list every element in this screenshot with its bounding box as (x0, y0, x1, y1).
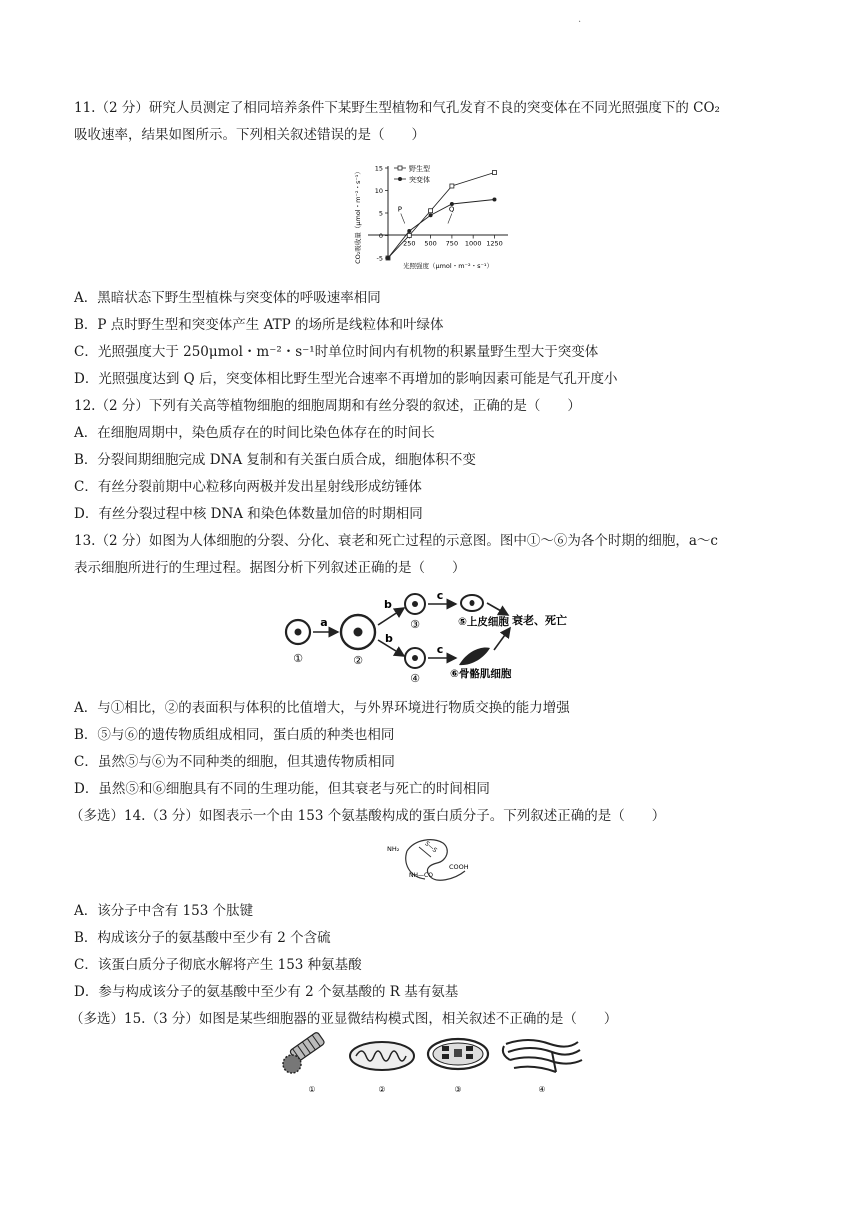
q13-option-b: B．⑤与⑥的遗传物质组成相同，蛋白质的种类也相同 (74, 727, 395, 743)
legend-label-mutant: 突变体 (409, 176, 430, 184)
chart-x-label: 光照强度（μmol・m⁻²・s⁻¹） (402, 262, 494, 270)
q15-organelle-diagram (270, 1032, 590, 1096)
organelle-1-label: ① (308, 1085, 316, 1094)
q13-option-a: A．与①相比，②的表面积与体积的比值增大，与外界环境进行物质交换的能力增强 (74, 700, 570, 716)
cell-3 (405, 594, 425, 614)
annotation-pointer (448, 214, 452, 224)
annotation-label: P (397, 205, 403, 214)
organelle-2-label: ② (378, 1085, 386, 1094)
q11-option-b: B．P 点时野生型和突变体产生 ATP 的场所是线粒体和叶绿体 (74, 317, 444, 333)
peptide-bond-label: NH—CO (409, 872, 433, 879)
q14-option-b: B．构成该分子的氨基酸中至少有 2 个含硫 (74, 930, 331, 946)
cell-5-label: ⑤上皮细胞 (458, 616, 509, 628)
nh2-label: NH₂ (387, 845, 400, 853)
cell-6-label: ⑥骨骼肌细胞 (450, 668, 512, 680)
annotation-pointer (401, 214, 405, 224)
x-tick-label: 750 (445, 239, 459, 248)
organelle-2-mitochondrion (350, 1042, 414, 1070)
q12-option-b: B．分裂间期细胞完成 DNA 复制和有关蛋白质合成，细胞体积不变 (74, 452, 476, 468)
cell-4-label: ④ (410, 672, 420, 685)
organelle-3-chloroplast (428, 1039, 488, 1069)
process-b-upper-label: b (384, 598, 392, 611)
legend-label-wild: 野生型 (409, 165, 430, 173)
end-label: 衰老、死亡 (512, 614, 567, 627)
organelle-4-label: ④ (538, 1085, 546, 1094)
x-tick-label: 1000 (464, 239, 482, 248)
cell-1 (286, 620, 310, 644)
process-b-lower-label: b (385, 632, 393, 645)
x-tick-label: 500 (424, 239, 437, 248)
q13-stem-line-1: 13.（2 分）如图为人体细胞的分裂、分化、衰老和死亡过程的示意图。图中①～⑥为各个时期的细胞，a～c (74, 533, 718, 549)
data-point-wild (492, 171, 496, 175)
cell-1-label: ① (293, 652, 303, 665)
process-c-upper-label: c (436, 589, 444, 602)
q11-option-c: C．光照强度大于 250μmol・m⁻²・s⁻¹时单位时间内有机物的积累量野生型大于突变体 (74, 344, 599, 360)
q13-stem-line-2: 表示细胞所进行的生理过程。据图分析下列叙述正确的是（ ） (74, 560, 466, 576)
chart-y-label: CO₂吸收量（μmol・m⁻²・s⁻¹） (354, 168, 362, 264)
y-tick-label: 5 (378, 209, 383, 218)
cell-3-label: ③ (410, 618, 420, 631)
chart-legend (394, 164, 430, 184)
q11-option-d: D．光照强度达到 Q 后，突变体相比野生型光合速率不再增加的影响因素可能是气孔开度小 (74, 371, 618, 387)
q12-option-a: A．在细胞周期中，染色质存在的时间比染色体存在的时间长 (74, 425, 435, 441)
q14-stem: （多选）14.（3 分）如图表示一个由 153 个氨基酸构成的蛋白质分子。下列叙述正确的是（ ） (70, 808, 666, 824)
data-point-wild (407, 234, 411, 238)
cooh-label: COOH (449, 863, 469, 871)
cell-2-label: ② (353, 654, 363, 667)
header-mark: . (578, 14, 582, 25)
cell-5-epithelial (461, 595, 483, 611)
process-a-label: a (320, 616, 328, 629)
cell-2 (341, 615, 375, 649)
organelle-4-endoplasmic-reticulum (503, 1040, 582, 1072)
data-point-mutant (429, 213, 433, 217)
q14-option-c: C．该蛋白质分子彻底水解将产生 153 种氨基酸 (74, 957, 362, 973)
series-line-1 (388, 200, 494, 259)
q11-chart (348, 158, 518, 278)
organelle-1-centriole (283, 1032, 325, 1073)
y-tick-label: 0 (378, 232, 383, 240)
q11-option-a: A．黑暗状态下野生型植株与突变体的呼吸速率相同 (74, 290, 381, 306)
x-tick-label: 250 (403, 239, 416, 248)
y-tick-label: 15 (374, 164, 383, 173)
y-tick-label: -5 (376, 254, 383, 263)
q15-stem: （多选）15.（3 分）如图是某些细胞器的亚显微结构模式图，相关叙述不正确的是（ ） (70, 1011, 618, 1027)
q11-stem-line-2: 吸收速率，结果如图所示。下列相关叙述错误的是（ ） (74, 127, 425, 143)
q14-option-d: D．参与构成该分子的氨基酸中至少有 2 个氨基酸的 R 基有氨基 (74, 984, 459, 1000)
q14-protein-diagram (385, 833, 481, 895)
process-c-lower-label: c (436, 643, 444, 656)
q13-option-d: D．虽然⑤和⑥细胞具有不同的生理功能，但其衰老与死亡的时间相同 (74, 781, 490, 797)
legend-marker-mutant (398, 177, 402, 181)
cell-4 (405, 648, 425, 668)
cell-6-muscle (459, 648, 490, 666)
y-tick-label: 10 (374, 187, 383, 195)
q13-cell-diagram (282, 588, 582, 686)
q12-option-c: C．有丝分裂前期中心粒移向两极并发出星射线形成纺锤体 (74, 479, 422, 495)
data-point-wild (429, 209, 433, 213)
q14-option-a: A．该分子中含有 153 个肽键 (74, 903, 254, 919)
q12-stem: 12.（2 分）下列有关高等植物细胞的细胞周期和有丝分裂的叙述，正确的是（ ） (74, 398, 581, 414)
x-tick-label: 1250 (486, 239, 503, 248)
data-point-mutant (407, 229, 411, 233)
organelle-3-label: ③ (454, 1085, 462, 1094)
disulfide-bond-label: S—S (423, 840, 439, 855)
annotation-label: Q (448, 205, 455, 214)
data-point-wild (450, 184, 454, 188)
data-point-mutant (386, 256, 390, 260)
q13-option-c: C．虽然⑤与⑥为不同种类的细胞，但其遗传物质相同 (74, 754, 395, 770)
legend-marker-wild (398, 166, 402, 170)
q12-option-d: D．有丝分裂过程中核 DNA 和染色体数量加倍的时期相同 (74, 506, 423, 522)
q11-stem-line-1: 11.（2 分）研究人员测定了相同培养条件下某野生型植物和气孔发育不良的突变体在不同光照强度下的 CO₂ (74, 100, 720, 116)
data-point-mutant (492, 198, 496, 202)
